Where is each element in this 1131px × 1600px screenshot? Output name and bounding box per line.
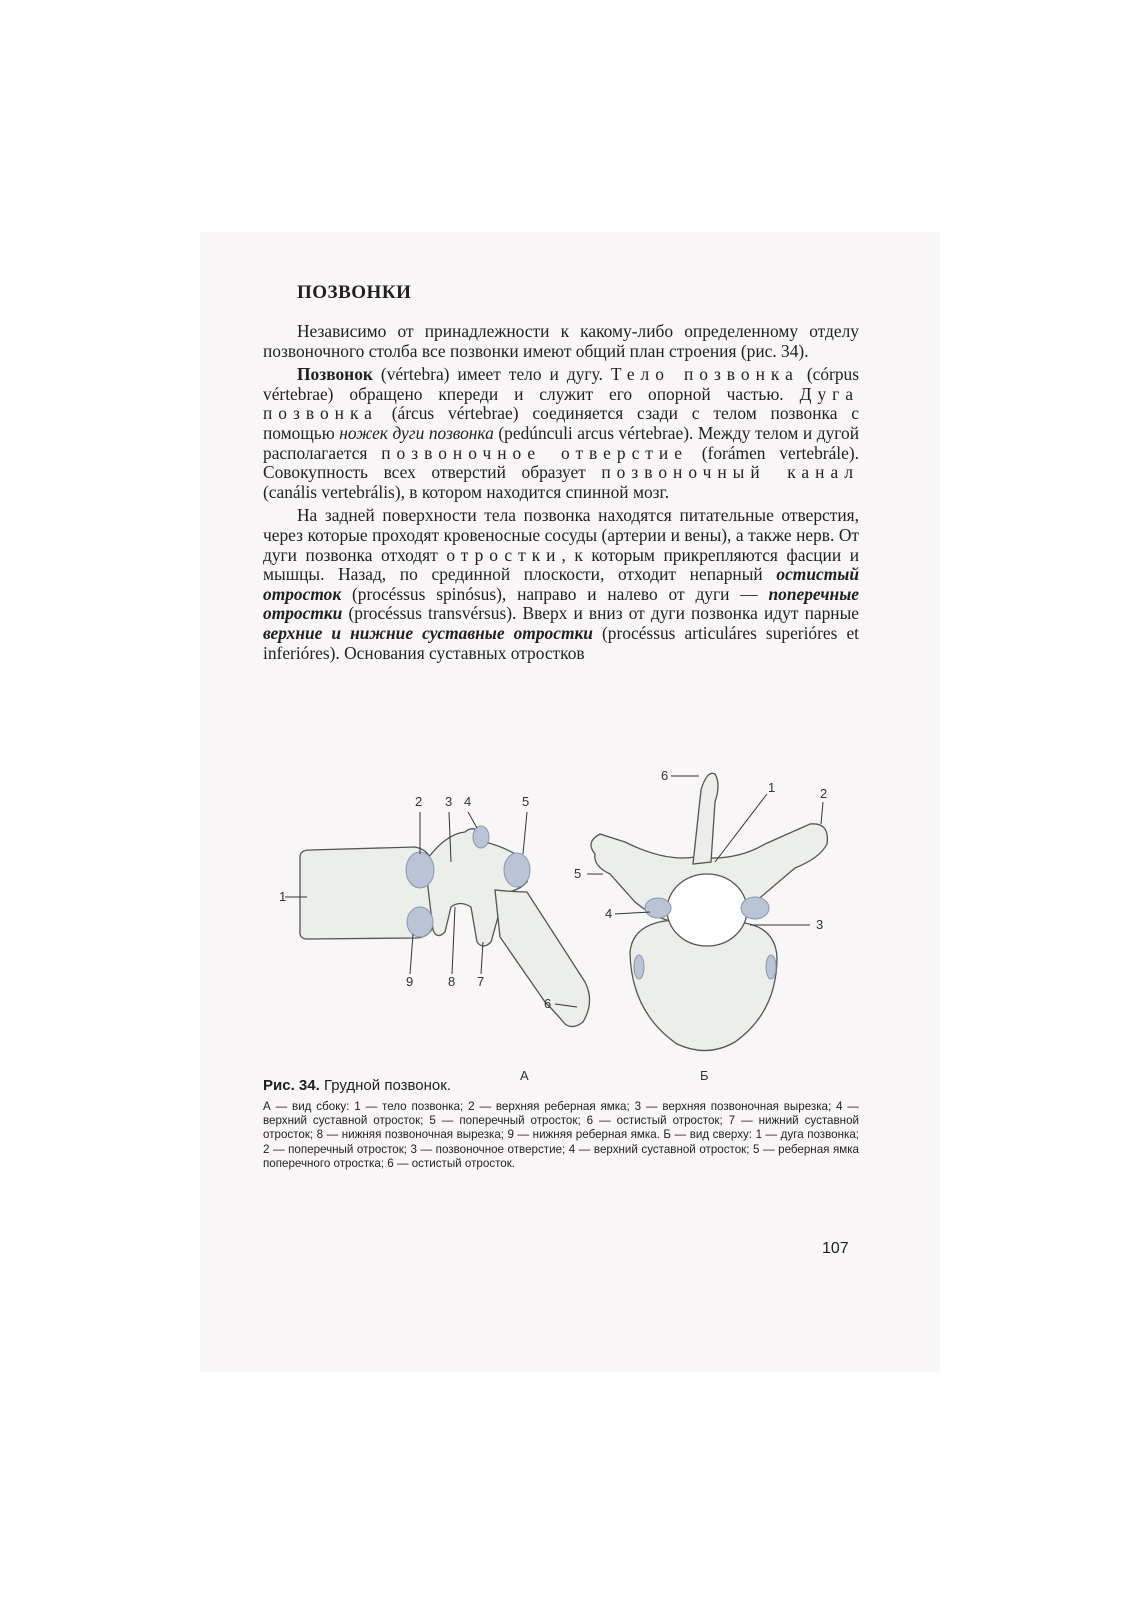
caption-title-line (263, 1077, 859, 1094)
section-heading: ПОЗВОНКИ (297, 282, 412, 303)
term-vertebral-body: Тело позвонка (610, 364, 799, 385)
superior-label-3: 3 (816, 917, 824, 932)
term-vertebra: Позвонок (297, 364, 373, 385)
text-run: (canális vertebrális), в котором находится спинной мозг. (263, 481, 670, 502)
term-vertebral-canal: позвоночный канал (601, 462, 859, 483)
left-articular-facet (645, 898, 671, 918)
lateral-label-3: 3 (445, 794, 453, 809)
lateral-label-1: 1 (279, 889, 287, 904)
lower-costal-facet (407, 907, 433, 937)
lateral-label-8: 8 (448, 974, 456, 989)
vertebral-foramen-shape (667, 874, 747, 946)
caption-body: А — вид сбоку: 1 — тело позвонка; 2 — верхняя реберная ямка; 3 — верхняя позвоночная вырезка; 4 — верхний суставной отросток; 5 — поперечный отросток; 6 — остистый отросток; 7 — нижний суставной отросток; 8 — нижняя позвоночная вырезка; 9 — нижняя реберная ямка. Б — вид сверху: 1 — дуга позвонка; 2 — поперечный отросток; 3 — позвоночное отверстие; 4 — верхний суставной отросток; 5 — реберная ямка поперечного отростка; 6 — остистый отросток. (263, 1100, 859, 1170)
lateral-label-5: 5 (522, 794, 530, 809)
lateral-label-6: 6 (544, 996, 552, 1011)
lateral-label-9: 9 (406, 974, 414, 989)
lateral-label-2: 2 (415, 794, 423, 809)
term-vertebral-foramen: позвоночное отверстие (381, 442, 688, 463)
transverse-facet (504, 853, 530, 887)
text-run: (procéssus articuláres superióres et inferióres). Основания суставных отростков (263, 622, 859, 663)
right-articular-facet (741, 897, 769, 919)
spinous-process-shape (495, 890, 590, 1027)
body-text (263, 322, 859, 667)
term-articular-processes: верхние и нижние суставные отростки (263, 622, 593, 643)
figure-caption (263, 1077, 859, 1171)
paragraph-1: Независимо от принадлежности к какому-либо определенному отделу позвоночного столба все позвонки имеют общий план строения (рис. 34). (263, 321, 859, 361)
term-transverse-processes: поперечные отростки (263, 583, 859, 624)
figure-34 (255, 762, 865, 1082)
text-run: (pedúnculi arcus vértebrae). Между телом и дугой располагается (263, 422, 859, 463)
superior-label-2: 2 (820, 786, 828, 801)
view-label-a: А (520, 1068, 529, 1082)
superior-label-1: 1 (768, 780, 776, 795)
lateral-label-7: 7 (477, 974, 485, 989)
term-spinous-process: остистый отросток (263, 564, 859, 604)
figure-title: Грудной позвонок. (323, 1077, 451, 1094)
page-number: 107 (822, 1240, 849, 1257)
text-run: (procéssus transvérsus). Вверх и вниз от дуги позвонка идут парные (342, 603, 859, 624)
paragraph-3 (263, 506, 859, 663)
text-run: (forámen vertebrále). Совокупность всех отверстий образует (263, 442, 859, 483)
superior-label-4: 4 (605, 906, 613, 921)
text-run: (córpus vértebrae) обращено кпереди и служит его опорной частью. (263, 364, 859, 404)
figure-number: Рис. 34. (263, 1077, 320, 1094)
term-pedicles: ножек дуги позвонка (339, 422, 494, 443)
text-run: (árcus vértebrae) соединяется сзади с телом позвонка с помощью (263, 403, 859, 443)
upper-costal-facet (406, 852, 434, 888)
superior-label-5: 5 (574, 866, 582, 881)
text-run: (vértebra) имеет тело и дугу. (372, 364, 611, 385)
superior-spinous-process-shape (693, 773, 718, 864)
text-run: (procéssus spinósus), направо и налево от дуги — (341, 583, 769, 604)
articular-facet (473, 826, 489, 848)
view-label-b: Б (700, 1068, 709, 1082)
left-body-facet (634, 955, 644, 979)
lateral-label-4: 4 (464, 794, 472, 809)
superior-label-6: 6 (661, 768, 669, 783)
right-body-facet (766, 955, 776, 979)
paragraph-2 (263, 365, 859, 502)
term-vertebral-arch: Дуга позвонка (263, 383, 859, 424)
term-processes: отростки (446, 544, 562, 565)
text-run: На задней поверхности тела позвонка находятся питательные отверстия, через которые проходят кровеносные сосуды (артерии и вены), а также нерв. От дуги позвонка отходят (263, 505, 859, 565)
text-run: , к которым прикрепляются фасции и мышцы. Назад, по срединной плоскости, отходит непарный (263, 544, 860, 585)
